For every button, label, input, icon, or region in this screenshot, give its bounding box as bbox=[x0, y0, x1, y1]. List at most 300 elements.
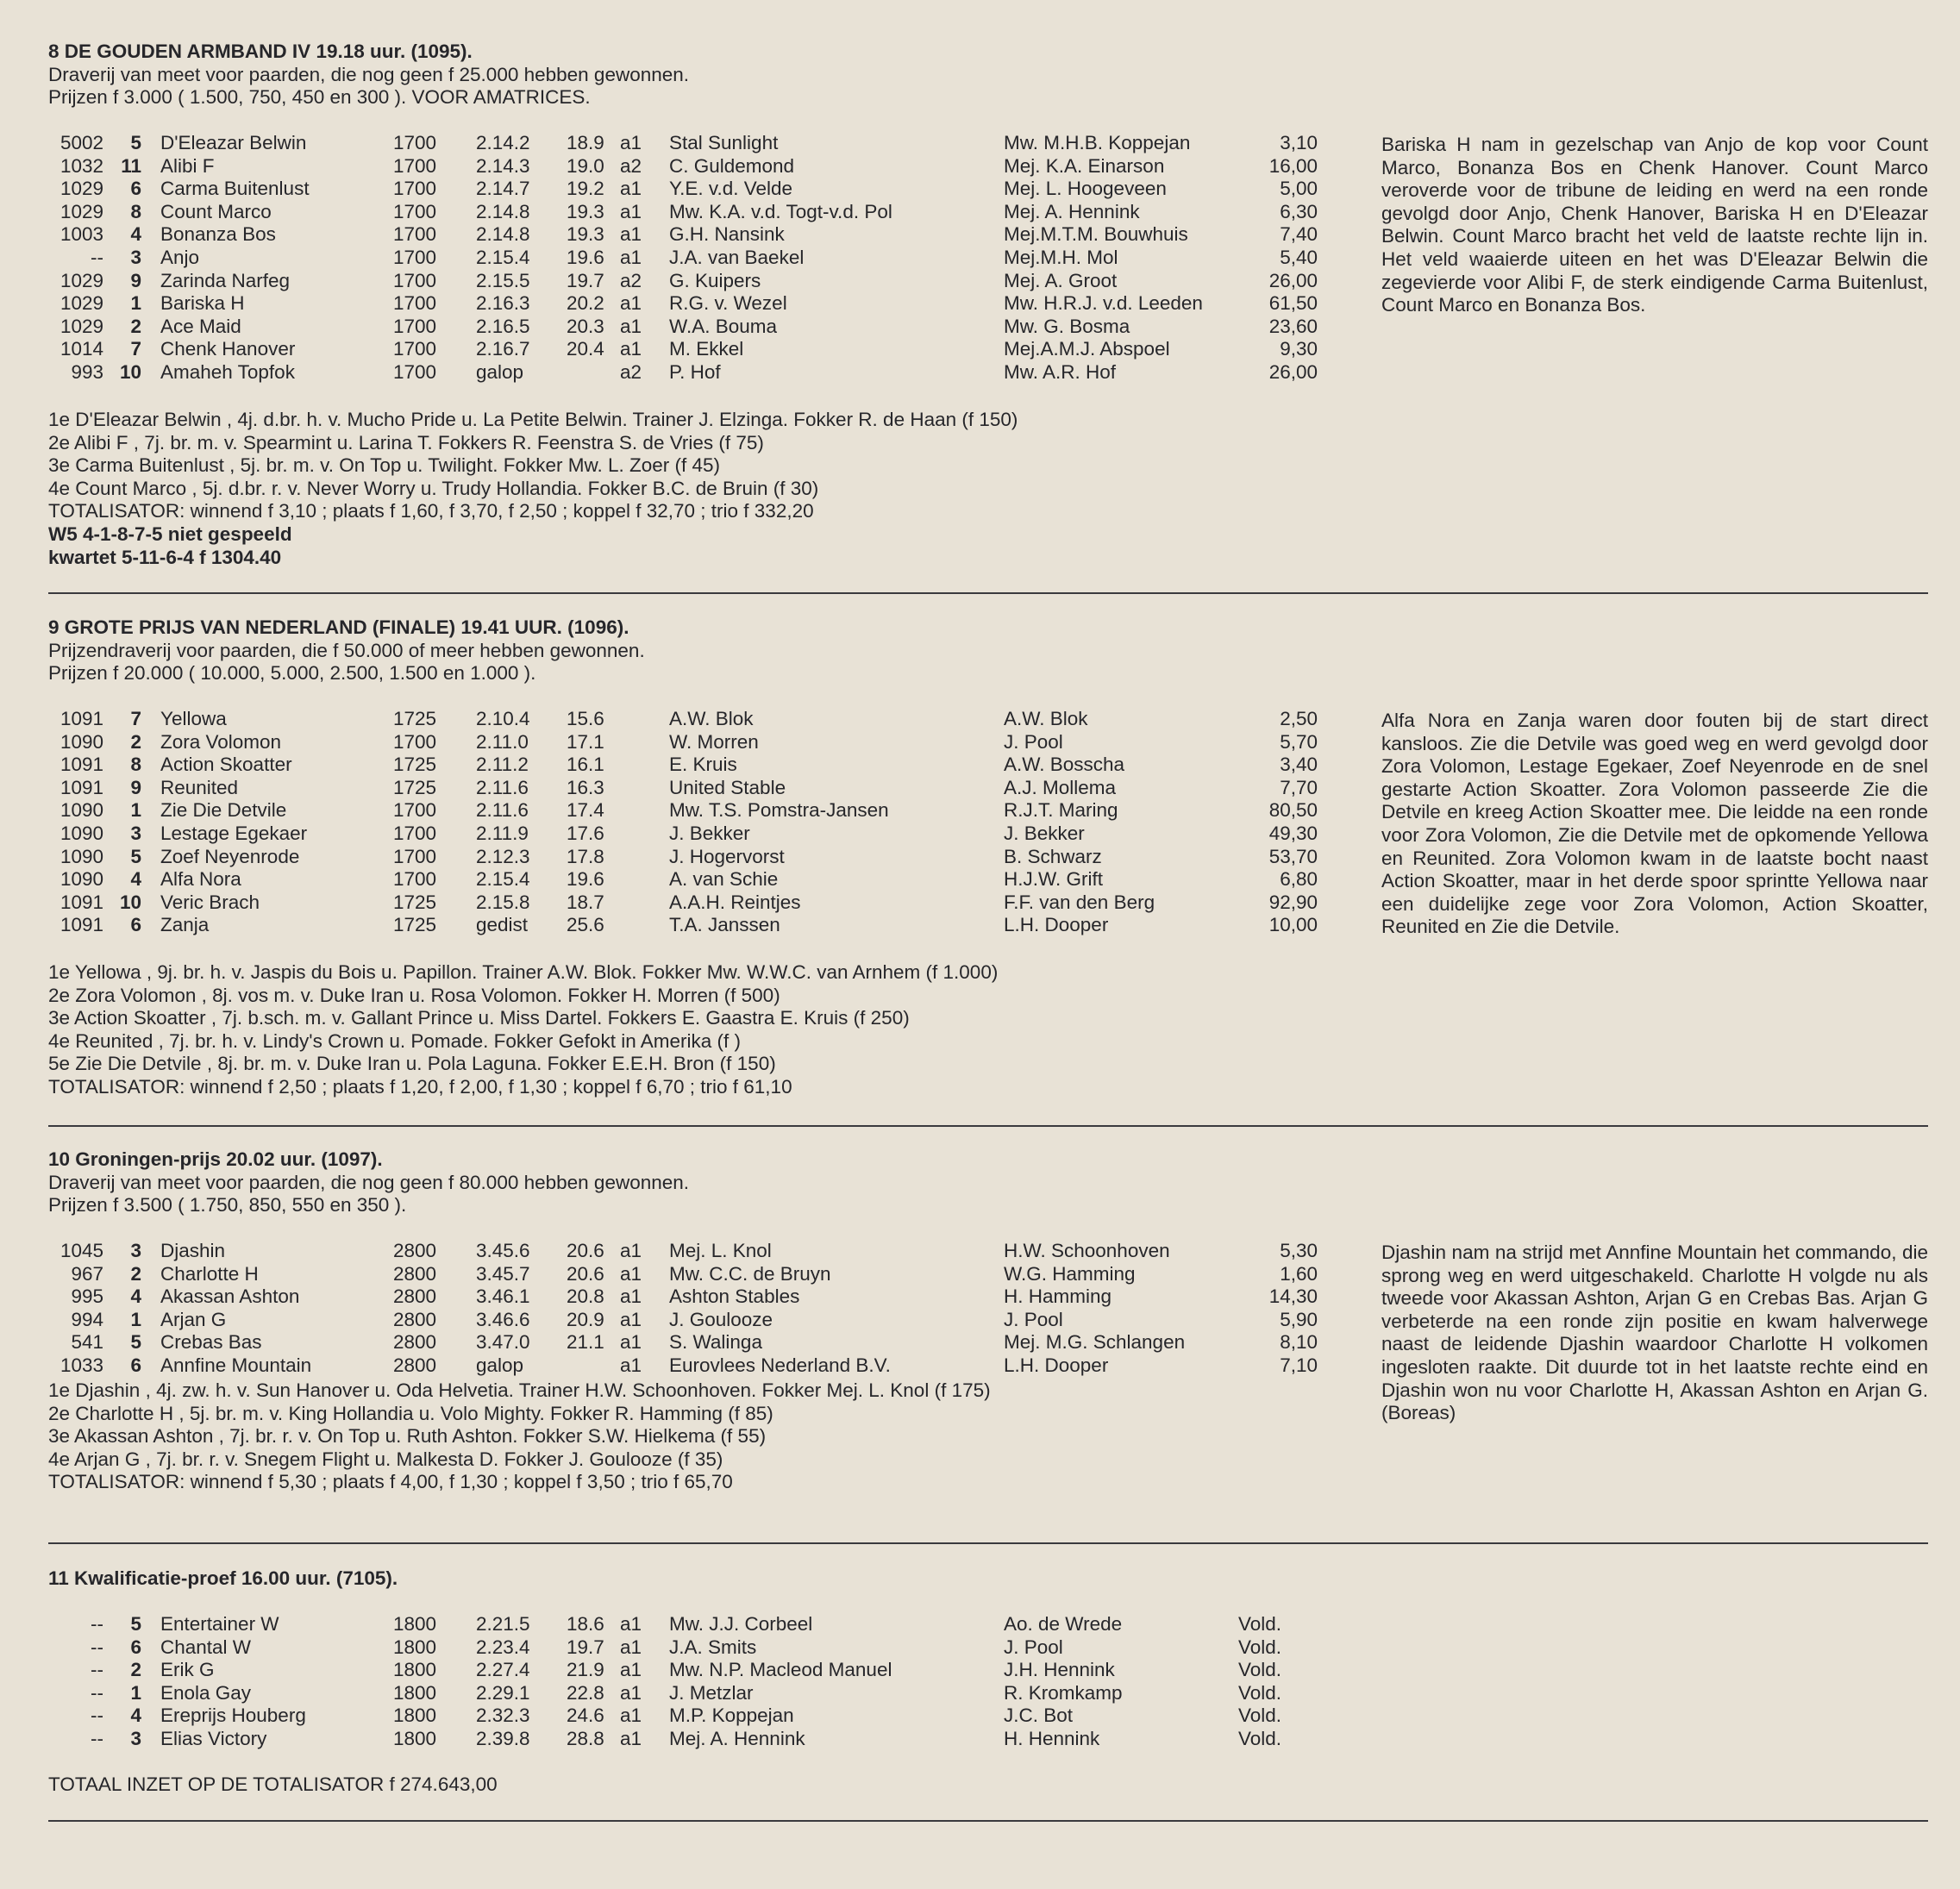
km-time: 20.6 bbox=[567, 1262, 604, 1285]
driver: Mw. H.R.J. v.d. Leeden bbox=[1004, 292, 1203, 315]
result-line: 2e Alibi F , 7j. br. m. v. Spearmint u. Larina T. Fokkers R. Feenstra S. de Vries (f 75) bbox=[48, 431, 764, 453]
km-time: 20.6 bbox=[567, 1240, 604, 1261]
entry-row bbox=[48, 178, 1359, 201]
driver: L.H. Dooper bbox=[1004, 1354, 1109, 1376]
odds: 14,30 bbox=[1268, 1285, 1318, 1308]
driver: R.J.T. Maring bbox=[1004, 799, 1118, 822]
race-time: 2.16.5 bbox=[476, 315, 530, 337]
distance: 1700 bbox=[393, 132, 437, 153]
odds: 9,30 bbox=[1280, 338, 1318, 360]
race-time: 2.10.4 bbox=[476, 708, 530, 729]
driver: B. Schwarz bbox=[1004, 845, 1102, 867]
prev-result: 1029 bbox=[59, 178, 103, 200]
horse-name: Yellowa bbox=[160, 708, 227, 729]
owner: T.A. Janssen bbox=[669, 914, 780, 936]
owner: Y.E. v.d. Velde bbox=[669, 178, 793, 200]
horse-name: D'Eleazar Belwin bbox=[160, 132, 307, 153]
odds: 53,70 bbox=[1268, 845, 1318, 867]
odds: 5,70 bbox=[1280, 730, 1318, 753]
entry-row bbox=[48, 1331, 1359, 1354]
race-time: galop bbox=[476, 1354, 524, 1376]
start-number: 5 bbox=[130, 1613, 141, 1635]
prev-result: 1091 bbox=[59, 914, 103, 936]
distance: 1700 bbox=[393, 246, 437, 268]
horse-name: Veric Brach bbox=[160, 891, 260, 913]
odds: 10,00 bbox=[1268, 914, 1318, 936]
km-time: 28.8 bbox=[567, 1727, 604, 1749]
entry-row bbox=[48, 247, 1359, 270]
entry-row bbox=[48, 708, 1359, 731]
odds: 7,40 bbox=[1280, 223, 1318, 246]
race-time: 2.11.6 bbox=[476, 776, 529, 798]
race-time: 3.45.6 bbox=[476, 1240, 530, 1261]
distance: 1700 bbox=[393, 338, 437, 360]
driver: J. Bekker bbox=[1004, 822, 1085, 844]
result-line: 3e Akassan Ashton , 7j. br. r. v. On Top u. Ruth Ashton. Fokker S.W. Hielkema (f 55) bbox=[48, 1425, 767, 1448]
race-time: 2.11.9 bbox=[476, 822, 529, 844]
result-line: 1e D'Eleazar Belwin , 4j. d.br. h. v. Mucho Pride u. La Petite Belwin. Trainer J. Elzinga. Fokker R. de Haan (f 150) bbox=[48, 409, 1018, 430]
race-time: 2.23.4 bbox=[476, 1636, 530, 1658]
km-time: 17.4 bbox=[567, 799, 604, 822]
start-number: 3 bbox=[130, 1240, 141, 1261]
qualification-status: Vold. bbox=[1238, 1727, 1282, 1749]
race-title: 10 Groningen-prijs 20.02 uur. (1097). bbox=[48, 1148, 383, 1170]
race-time: 2.29.1 bbox=[476, 1681, 530, 1704]
race-time: 2.14.8 bbox=[476, 200, 530, 222]
km-time: 21.9 bbox=[567, 1659, 604, 1681]
owner: Stal Sunlight bbox=[669, 132, 779, 153]
race-title: 9 GROTE PRIJS VAN NEDERLAND (FINALE) 19.41 UUR. (1096). bbox=[48, 616, 629, 638]
prev-result: 1091 bbox=[59, 708, 103, 729]
driver: Mej.M.H. Mol bbox=[1004, 246, 1118, 268]
prev-result: 995 bbox=[71, 1285, 103, 1308]
qualification-status: Vold. bbox=[1238, 1704, 1282, 1727]
race-time: 2.14.8 bbox=[476, 223, 530, 246]
owner: G.H. Nansink bbox=[669, 223, 785, 246]
driver: Mej. M.G. Schlangen bbox=[1004, 1331, 1186, 1354]
race-prizes: Prijzen f 3.000 ( 1.500, 750, 450 en 300 ). VOOR AMATRICES. bbox=[48, 86, 591, 109]
result-line: 4e Arjan G , 7j. br. r. v. Snegem Flight u. Malkesta D. Fokker J. Goulooze (f 35) bbox=[48, 1448, 723, 1470]
prev-result: 1090 bbox=[59, 845, 103, 867]
km-time: 19.6 bbox=[567, 246, 604, 268]
horse-name: Action Skoatter bbox=[160, 754, 292, 776]
entry-row bbox=[48, 1659, 1359, 1682]
horse-name: Zanja bbox=[160, 914, 210, 936]
prev-result: 1090 bbox=[59, 868, 103, 891]
driver: Ao. de Wrede bbox=[1004, 1613, 1123, 1635]
horse-name: Akassan Ashton bbox=[160, 1285, 300, 1308]
owner: Mw. N.P. Macleod Manuel bbox=[669, 1659, 892, 1681]
owner: E. Kruis bbox=[669, 754, 737, 776]
distance: 1700 bbox=[393, 868, 437, 891]
prev-result: 1033 bbox=[59, 1354, 103, 1376]
km-time: 18.9 bbox=[567, 132, 604, 153]
race-conditions: Draverij van meet voor paarden, die nog geen f 25.000 hebben gewonnen. bbox=[48, 63, 690, 85]
horse-name: Ereprijs Houberg bbox=[160, 1704, 306, 1727]
entry-row bbox=[48, 1704, 1359, 1728]
class: a1 bbox=[620, 1240, 642, 1261]
start-number: 1 bbox=[130, 292, 141, 315]
owner: A.W. Blok bbox=[669, 708, 754, 729]
km-time: 17.1 bbox=[567, 730, 604, 753]
horse-name: Djashin bbox=[160, 1240, 226, 1261]
horse-name: Reunited bbox=[160, 776, 239, 798]
distance: 1700 bbox=[393, 292, 437, 315]
prev-result: 1014 bbox=[59, 338, 103, 360]
driver: J. Pool bbox=[1004, 730, 1063, 753]
horse-name: Chenk Hanover bbox=[160, 338, 296, 360]
race-conditions: Prijzendraverij voor paarden, die f 50.000 of meer hebben gewonnen. bbox=[48, 639, 645, 661]
distance: 1700 bbox=[393, 845, 437, 867]
distance: 1700 bbox=[393, 799, 437, 822]
km-time: 25.6 bbox=[567, 914, 604, 936]
result-line: 4e Reunited , 7j. br. h. v. Lindy's Crown u. Pomade. Fokker Gefokt in Amerika (f ) bbox=[48, 1029, 741, 1052]
km-time: 15.6 bbox=[567, 708, 604, 729]
race-10 bbox=[48, 1148, 1928, 1493]
prev-result: 1003 bbox=[59, 223, 103, 246]
start-number: 6 bbox=[130, 178, 141, 200]
entry-row bbox=[48, 132, 1359, 155]
divider bbox=[48, 1820, 1928, 1822]
owner: Ashton Stables bbox=[669, 1285, 800, 1308]
race-prizes: Prijzen f 20.000 ( 10.000, 5.000, 2.500, 1.500 en 1.000 ). bbox=[48, 662, 536, 685]
entry-row bbox=[48, 777, 1359, 800]
class: a2 bbox=[620, 360, 642, 383]
entry-row bbox=[48, 1354, 1359, 1378]
race-time: 3.46.6 bbox=[476, 1308, 530, 1330]
prev-result: -- bbox=[91, 1704, 103, 1727]
distance: 2800 bbox=[393, 1285, 437, 1308]
driver: J. Pool bbox=[1004, 1308, 1063, 1330]
prev-result: -- bbox=[91, 1659, 103, 1681]
class: a1 bbox=[620, 1636, 642, 1658]
entry-row bbox=[48, 201, 1359, 224]
owner: Mw. K.A. v.d. Togt-v.d. Pol bbox=[669, 200, 892, 222]
prev-result: 1029 bbox=[59, 200, 103, 222]
owner: J. Goulooze bbox=[669, 1308, 773, 1330]
prev-result: 1091 bbox=[59, 776, 103, 798]
start-number: 2 bbox=[130, 1659, 141, 1681]
start-number: 3 bbox=[130, 1727, 141, 1749]
owner: G. Kuipers bbox=[669, 269, 761, 291]
prev-result: -- bbox=[91, 1727, 103, 1749]
race-time: 3.46.1 bbox=[476, 1285, 530, 1308]
horse-name: Chantal W bbox=[160, 1636, 252, 1658]
odds: 3,10 bbox=[1280, 132, 1318, 153]
distance: 1700 bbox=[393, 154, 437, 177]
driver: Mej. L. Hoogeveen bbox=[1004, 178, 1167, 200]
horse-name: Bariska H bbox=[160, 292, 245, 315]
owner: C. Guldemond bbox=[669, 154, 795, 177]
race-time: 2.39.8 bbox=[476, 1727, 530, 1749]
prev-result: 1090 bbox=[59, 799, 103, 822]
owner: M. Ekkel bbox=[669, 338, 744, 360]
odds: 5,30 bbox=[1280, 1240, 1318, 1261]
result-line: 5e Zie Die Detvile , 8j. br. m. v. Duke Iran u. Pola Laguna. Fokker E.E.H. Bron (f 150) bbox=[48, 1053, 776, 1075]
entry-row bbox=[48, 1240, 1359, 1263]
class: a1 bbox=[620, 1681, 642, 1704]
prev-result: -- bbox=[91, 1613, 103, 1635]
odds: 26,00 bbox=[1268, 360, 1318, 383]
driver: J.H. Hennink bbox=[1004, 1659, 1115, 1681]
horse-name: Annfine Mountain bbox=[160, 1354, 312, 1376]
class: a1 bbox=[620, 246, 642, 268]
entries-table bbox=[48, 132, 1359, 385]
odds: 7,10 bbox=[1280, 1354, 1318, 1376]
prev-result: 1045 bbox=[59, 1240, 103, 1261]
entry-row bbox=[48, 316, 1359, 339]
driver: F.F. van den Berg bbox=[1004, 891, 1155, 913]
race-title: 8 DE GOUDEN ARMBAND IV 19.18 uur. (1095). bbox=[48, 41, 473, 62]
owner: W.A. Bouma bbox=[669, 315, 778, 337]
odds: 6,80 bbox=[1280, 868, 1318, 891]
entries-table bbox=[48, 1240, 1359, 1378]
odds: 26,00 bbox=[1268, 269, 1318, 291]
entry-row bbox=[48, 1285, 1359, 1309]
result-line: 1e Djashin , 4j. zw. h. v. Sun Hanover u. Oda Helvetia. Trainer H.W. Schoonhoven. Fokker Mej. L. Knol (f 175) bbox=[48, 1379, 991, 1401]
owner: J. Bekker bbox=[669, 822, 750, 844]
km-time: 16.3 bbox=[567, 776, 604, 798]
distance: 2800 bbox=[393, 1331, 437, 1354]
horse-name: Ace Maid bbox=[160, 315, 241, 337]
km-time: 19.6 bbox=[567, 868, 604, 891]
race-time: 2.14.7 bbox=[476, 178, 530, 200]
owner: R.G. v. Wezel bbox=[669, 292, 787, 315]
distance: 1700 bbox=[393, 730, 437, 753]
distance: 1700 bbox=[393, 269, 437, 291]
owner: A.A.H. Reintjes bbox=[669, 891, 801, 913]
start-number: 1 bbox=[130, 1308, 141, 1330]
race-time: 2.27.4 bbox=[476, 1659, 530, 1681]
entry-row bbox=[48, 270, 1359, 293]
race-report: Alfa Nora en Zanja waren door fouten bij de start direct kansloos. Zie die Detvile was goed weg en werd gevolgd door Zora Volomon, Lestage Egekaer, Zoef Neyenrode en de snel gestarte Action Skoatter. Zora Volomon passeerde Zie die Detvile en kreeg Action Skoatter mee. Die leidde na een ronde voor Zora Volomon, Zie die Detvile met de opkomende Yellowa en Reunited. Zora Volomon kwam in de laatste bocht naast Action Skoatter, maar in het derde spoor sprintte Yellowa naar een duidelijke zege voor Zora Volomon, Action Skoatter, Reunited en Zie die Detvile. bbox=[1381, 710, 1928, 938]
odds: 1,60 bbox=[1280, 1262, 1318, 1285]
race-time: 2.15.5 bbox=[476, 269, 530, 291]
prev-result: 1029 bbox=[59, 315, 103, 337]
km-time: 20.3 bbox=[567, 315, 604, 337]
start-number: 4 bbox=[130, 1704, 141, 1727]
distance: 1700 bbox=[393, 200, 437, 222]
odds: 16,00 bbox=[1268, 154, 1318, 177]
start-number: 8 bbox=[130, 200, 141, 222]
result-lines bbox=[48, 1379, 991, 1494]
class: a1 bbox=[620, 1331, 642, 1354]
class: a1 bbox=[620, 178, 642, 200]
distance: 2800 bbox=[393, 1308, 437, 1330]
km-time: 17.6 bbox=[567, 822, 604, 844]
entry-row bbox=[48, 846, 1359, 869]
driver: Mej. K.A. Einarson bbox=[1004, 154, 1165, 177]
odds: 5,00 bbox=[1280, 178, 1318, 200]
result-line: TOTALISATOR: winnend f 3,10 ; plaats f 1,60, f 3,70, f 2,50 ; koppel f 32,70 ; trio f 332,20 bbox=[48, 500, 814, 522]
driver: Mw. G. Bosma bbox=[1004, 315, 1130, 337]
horse-name: Entertainer W bbox=[160, 1613, 279, 1635]
distance: 2800 bbox=[393, 1240, 437, 1261]
result-line: TOTALISATOR: winnend f 2,50 ; plaats f 1,20, f 2,00, f 1,30 ; koppel f 6,70 ; trio f 61,10 bbox=[48, 1075, 792, 1098]
prev-result: 994 bbox=[71, 1308, 103, 1330]
distance: 1725 bbox=[393, 914, 437, 936]
km-time: 19.0 bbox=[567, 154, 604, 177]
driver: L.H. Dooper bbox=[1004, 914, 1109, 936]
owner: J. Hogervorst bbox=[669, 845, 785, 867]
entries-table bbox=[48, 1613, 1359, 1751]
divider bbox=[48, 1125, 1928, 1127]
start-number: 9 bbox=[130, 776, 141, 798]
distance: 1725 bbox=[393, 708, 437, 729]
odds: 80,50 bbox=[1268, 799, 1318, 822]
race-8 bbox=[48, 41, 1928, 568]
owner: Mej. L. Knol bbox=[669, 1240, 772, 1261]
odds: 7,70 bbox=[1280, 776, 1318, 798]
driver: A.J. Mollema bbox=[1004, 776, 1117, 798]
entry-row bbox=[48, 338, 1359, 361]
driver: R. Kromkamp bbox=[1004, 1681, 1123, 1704]
odds: 92,90 bbox=[1268, 891, 1318, 913]
start-number: 4 bbox=[130, 1285, 141, 1308]
result-line: 2e Charlotte H , 5j. br. m. v. King Hollandia u. Volo Mighty. Fokker R. Hamming (f 85) bbox=[48, 1402, 773, 1424]
total-stake: TOTAAL INZET OP DE TOTALISATOR f 274.643,00 bbox=[48, 1773, 498, 1795]
driver: A.W. Bosscha bbox=[1004, 754, 1125, 776]
km-time: 20.8 bbox=[567, 1285, 604, 1308]
class: a1 bbox=[620, 132, 642, 153]
driver: H.W. Schoonhoven bbox=[1004, 1240, 1170, 1261]
race-time: 3.47.0 bbox=[476, 1331, 530, 1354]
start-number: 5 bbox=[130, 845, 141, 867]
result-line: 4e Count Marco , 5j. d.br. r. v. Never Worry u. Trudy Hollandia. Fokker B.C. de Bruin (f 30) bbox=[48, 477, 819, 499]
entry-row bbox=[48, 292, 1359, 316]
extra-bet-line: kwartet 5-11-6-4 f 1304.40 bbox=[48, 546, 282, 568]
km-time: 22.8 bbox=[567, 1681, 604, 1704]
distance: 1800 bbox=[393, 1681, 437, 1704]
result-line: 3e Action Skoatter , 7j. b.sch. m. v. Gallant Prince u. Miss Dartel. Fokkers E. Gaastra E. Kruis (f 250) bbox=[48, 1007, 910, 1029]
driver: Mej.A.M.J. Abspoel bbox=[1004, 338, 1170, 360]
km-time: 19.2 bbox=[567, 178, 604, 200]
start-number: 4 bbox=[130, 868, 141, 891]
horse-name: Charlotte H bbox=[160, 1262, 259, 1285]
race-report: Djashin nam na strijd met Annfine Mountain het commando, die sprong weg en werd uitgeschakeld. Charlotte H volgde nu als tweede voor Akassan Ashton, Arjan G en Crebas Bas. Arjan G verbeterde na een ronde zijn positie en kwam halverwege naast de leidende Djashin waardoor Charlotte H volkomen ingesloten raakte. Dit duurde tot in het laatste rechte eind en Djashin won nu voor Charlotte H, Akassan Ashton en Arjan G. (Boreas) bbox=[1381, 1242, 1928, 1424]
km-time: 19.7 bbox=[567, 1636, 604, 1658]
owner: Mw. C.C. de Bruyn bbox=[669, 1262, 831, 1285]
owner: S. Walinga bbox=[669, 1331, 762, 1354]
class: a1 bbox=[620, 1613, 642, 1635]
entry-row bbox=[48, 1728, 1359, 1751]
prev-result: 1090 bbox=[59, 730, 103, 753]
entry-row bbox=[48, 1263, 1359, 1286]
result-line: 2e Zora Volomon , 8j. vos m. v. Duke Iran u. Rosa Volomon. Fokker H. Morren (f 500) bbox=[48, 984, 780, 1006]
distance: 2800 bbox=[393, 1262, 437, 1285]
distance: 1800 bbox=[393, 1613, 437, 1635]
owner: A. van Schie bbox=[669, 868, 779, 891]
start-number: 2 bbox=[130, 1262, 141, 1285]
start-number: 6 bbox=[130, 914, 141, 936]
horse-name: Zie Die Detvile bbox=[160, 799, 287, 822]
race-time: galop bbox=[476, 360, 524, 383]
km-time: 18.7 bbox=[567, 891, 604, 913]
distance: 1725 bbox=[393, 754, 437, 776]
prev-result: 1029 bbox=[59, 269, 103, 291]
class: a2 bbox=[620, 154, 642, 177]
race-prizes: Prijzen f 3.500 ( 1.750, 850, 550 en 350 ). bbox=[48, 1194, 407, 1217]
distance: 1700 bbox=[393, 315, 437, 337]
race-report: Bariska H nam in gezelschap van Anjo de kop voor Count Marco, Bonanza Bos en Chenk Hanover. Count Marco veroverde voor de tribune de leiding en werd na een ronde gevolgd door Anjo, Chenk Hanover, Bariska H en D'Eleazar Belwin. Count Marco bracht het veld de laatste rechte lijn in. Het veld waaierde uiteen en het was D'Eleazar Belwin die zegevierde voor Alibi F, de sterk eindigende Carma Buitenlust, Count Marco en Bonanza Bos. bbox=[1381, 134, 1928, 316]
entry-row bbox=[48, 155, 1359, 178]
start-number: 4 bbox=[130, 223, 141, 246]
distance: 1800 bbox=[393, 1636, 437, 1658]
prev-result: -- bbox=[91, 1636, 103, 1658]
owner: Mw. J.J. Corbeel bbox=[669, 1613, 813, 1635]
start-number: 9 bbox=[130, 269, 141, 291]
horse-name: Carma Buitenlust bbox=[160, 178, 310, 200]
result-lines bbox=[48, 409, 1018, 523]
horse-name: Alfa Nora bbox=[160, 868, 241, 891]
odds: 23,60 bbox=[1268, 315, 1318, 337]
distance: 1725 bbox=[393, 776, 437, 798]
race-time: 2.11.2 bbox=[476, 754, 529, 776]
start-number: 2 bbox=[130, 315, 141, 337]
driver: J.C. Bot bbox=[1004, 1704, 1074, 1727]
entry-row bbox=[48, 731, 1359, 754]
start-number: 8 bbox=[130, 754, 141, 776]
qualification-status: Vold. bbox=[1238, 1681, 1282, 1704]
race-11 bbox=[48, 1567, 1928, 1749]
start-number: 6 bbox=[130, 1354, 141, 1376]
km-time: 19.7 bbox=[567, 269, 604, 291]
odds: 3,40 bbox=[1280, 754, 1318, 776]
driver: J. Pool bbox=[1004, 1636, 1063, 1658]
start-number: 10 bbox=[119, 891, 141, 913]
class: a1 bbox=[620, 1659, 642, 1681]
class: a1 bbox=[620, 338, 642, 360]
race-time: 2.16.7 bbox=[476, 338, 530, 360]
race-time: 2.15.4 bbox=[476, 868, 530, 891]
race-time: 2.21.5 bbox=[476, 1613, 530, 1635]
prev-result: 967 bbox=[71, 1262, 103, 1285]
km-time: 21.1 bbox=[567, 1331, 604, 1354]
prev-result: 1090 bbox=[59, 822, 103, 844]
horse-name: Zoef Neyenrode bbox=[160, 845, 300, 867]
odds: 8,10 bbox=[1280, 1331, 1318, 1354]
result-line: 1e Yellowa , 9j. br. h. v. Jaspis du Bois u. Papillon. Trainer A.W. Blok. Fokker Mw. W.W.C. van Arnhem (f 1.000) bbox=[48, 961, 999, 983]
race-time: 2.15.4 bbox=[476, 246, 530, 268]
class: a1 bbox=[620, 315, 642, 337]
start-number: 10 bbox=[119, 360, 141, 383]
driver: Mw. M.H.B. Koppejan bbox=[1004, 132, 1191, 153]
race-time: 2.16.3 bbox=[476, 292, 530, 315]
result-line: TOTALISATOR: winnend f 5,30 ; plaats f 4,00, f 1,30 ; koppel f 3,50 ; trio f 65,70 bbox=[48, 1471, 733, 1493]
driver: H.J.W. Grift bbox=[1004, 868, 1103, 891]
entry-row bbox=[48, 223, 1359, 247]
horse-name: Crebas Bas bbox=[160, 1331, 262, 1354]
owner: United Stable bbox=[669, 776, 786, 798]
owner: J.A. van Baekel bbox=[669, 246, 805, 268]
entry-row bbox=[48, 1636, 1359, 1660]
entry-row bbox=[48, 1682, 1359, 1705]
odds: 5,90 bbox=[1280, 1308, 1318, 1330]
prev-result: -- bbox=[91, 246, 103, 268]
class: a1 bbox=[620, 1308, 642, 1330]
driver: A.W. Blok bbox=[1004, 708, 1088, 729]
owner: W. Morren bbox=[669, 730, 759, 753]
horse-name: Lestage Egekaer bbox=[160, 822, 308, 844]
horse-name: Zora Volomon bbox=[160, 730, 282, 753]
odds: 5,40 bbox=[1280, 246, 1318, 268]
driver: Mw. A.R. Hof bbox=[1004, 360, 1117, 383]
prev-result: 1029 bbox=[59, 292, 103, 315]
result-lines bbox=[48, 961, 998, 1099]
entry-row bbox=[48, 799, 1359, 823]
qualification-status: Vold. bbox=[1238, 1613, 1282, 1635]
start-number: 11 bbox=[121, 154, 141, 177]
